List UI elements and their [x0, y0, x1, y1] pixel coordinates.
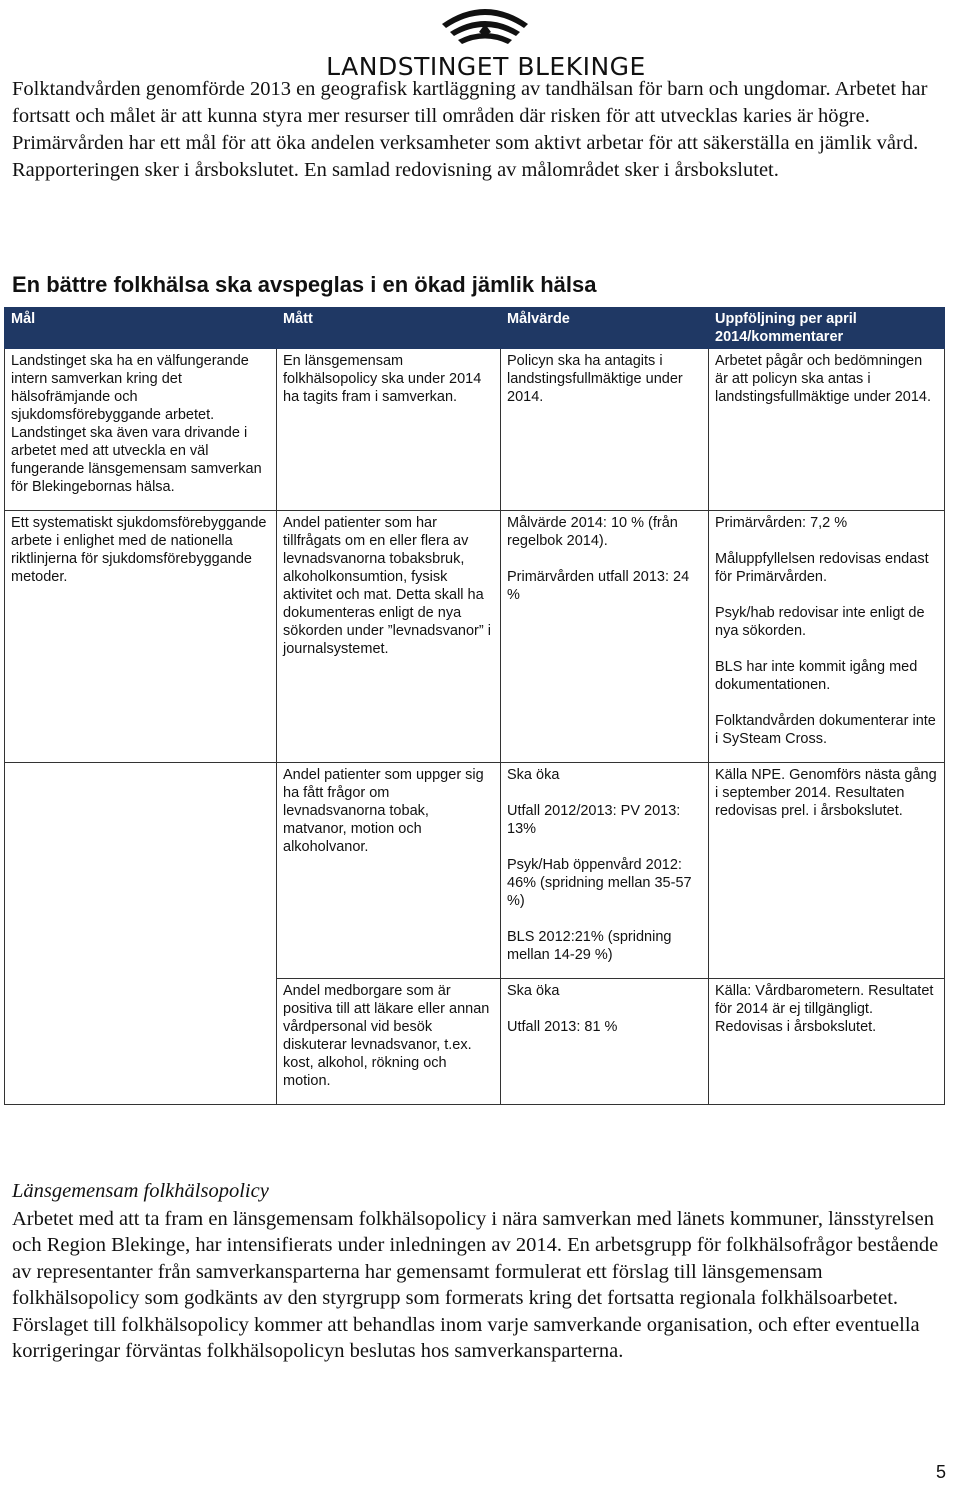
cell-matt: Andel patienter som uppger sig ha fått frågor om levnadsvanorna tobak, matvanor, motion och alkoholvanor.: [277, 763, 501, 979]
column-header-mal: Mål: [5, 308, 277, 349]
table-row: [5, 349, 945, 511]
cell-line: Primärvården: 7,2 %: [715, 515, 848, 531]
cell-line: Utfall 2013: 81 %: [507, 1019, 618, 1035]
crown-logo-icon: [436, 2, 534, 48]
page-number: 5: [935, 1462, 946, 1482]
cell-line: Psyk/Hab öppenvård 2012: 46% (spridning mellan 35-57 %): [507, 857, 692, 909]
cell-uppfoljning: [709, 763, 945, 979]
cell-uppfoljning: [709, 511, 945, 763]
cell-line: Målvärde 2014: 10 % (från regelbok 2014).: [507, 515, 678, 549]
cell-line: Källa: Vårdbarometern. Resultatet för 2014 är ej tillgängligt. Redovisas i årsbokslutet.: [715, 983, 934, 1035]
cell-line: Ska öka: [507, 767, 560, 783]
cell-line: BLS 2012:21% (spridning mellan 14-29 %): [507, 929, 672, 963]
cell-line: BLS har inte kommit igång med dokumentationen.: [715, 659, 918, 693]
cell-mal: Ett systematiskt sjukdomsförebyggande arbete i enlighet med de nationella riktlinjerna för sjukdomsförebyggande metoder.: [5, 511, 277, 763]
intro-section: [12, 76, 948, 184]
column-header-uppfoljning: Uppföljning per april 2014/kommentarer: [709, 308, 945, 349]
table-row: [5, 763, 945, 979]
cell-uppfoljning: [709, 349, 945, 511]
cell-line: Måluppfyllelsen redovisas endast för Primärvården.: [715, 551, 929, 585]
cell-line: Källa NPE. Genomförs nästa gång i september 2014. Resultaten redovisas prel. i årsbokslutet.: [715, 767, 937, 819]
cell-matt: Andel medborgare som är positiva till att läkare eller annan vårdpersonal vid besök diskuterar levnadsvanor, t.ex. kost, alkohol, rökning och motion.: [277, 979, 501, 1105]
table-row: [5, 979, 945, 1105]
cell-mal: [5, 979, 277, 1105]
policy-heading: Länsgemensam folkhälsopolicy: [12, 1180, 269, 1202]
cell-malvarde: [501, 979, 709, 1105]
cell-line: Utfall 2012/2013: PV 2013: 13%: [507, 803, 681, 837]
cell-line: Policyn ska ha antagits i landstingsfullmäktige under 2014.: [507, 353, 683, 405]
cell-malvarde: [501, 511, 709, 763]
cell-line: Folktandvården dokumenterar inte i SySteam Cross.: [715, 713, 936, 747]
cell-line: Primärvården utfall 2013: 24 %: [507, 569, 690, 603]
cell-mal: [5, 763, 277, 979]
cell-uppfoljning: [709, 979, 945, 1105]
intro-paragraph: Folktandvården genomförde 2013 en geografisk kartläggning av tandhälsan för barn och ungdomar. Arbetet har fortsatt och målet är att kunna styra mer resurser till områden där risken för att utvecklas karies är högre. Primärvården har ett mål för att öka andelen verksamheter som aktivt arbetar för att säkerställa en jämlik vård. Rapporteringen sker i årsbokslutet. En samlad redovisning av målområdet sker i årsbokslutet.: [12, 78, 928, 181]
cell-mal: Landstinget ska ha en välfungerande intern samverkan kring det hälsofrämjande och sjukdomsförebyggande arbetet. Landstinget ska även vara drivande i arbetet med att utveckla en väl fungerande länsgemensam samverkan för Blekingebornas hälsa.: [5, 349, 277, 511]
cell-line: Psyk/hab redovisar inte enligt de nya sökorden.: [715, 605, 925, 639]
landstinget-blekinge-logo: [318, 2, 654, 82]
column-header-matt: Mått: [277, 308, 501, 349]
table-row: [5, 511, 945, 763]
goal-table: [4, 307, 945, 1105]
cell-malvarde: [501, 349, 709, 511]
table-header-row: [5, 308, 945, 349]
cell-matt: Andel patienter som har tillfrågats om en eller flera av levnadsvanorna tobaksbruk, alkoholkonsumtion, fysisk aktivitet och mat. Detta skall ha dokumenteras enligt de nya sökorden under ”levnadsvanor” i journalsystemet.: [277, 511, 501, 763]
section-heading: En bättre folkhälsa ska avspeglas i en ökad jämlik hälsa: [12, 272, 597, 297]
policy-paragraph: Arbetet med att ta fram en länsgemensam folkhälsopolicy i nära samverkan med länets kommuner, länsstyrelsen och Region Blekinge, har intensifierats under inledningen av 2014. En arbetsgrupp för folkhälsofrågor bestående av representanter från samverkansparterna har gemensamt formulerat ett förslag till länsgemensam folkhälsopolicy som godkänts av den styrgrupp som formerats kring det fortsatta regionala folkhälsoarbetet. Förslaget till folkhälsopolicy kommer att behandlas inom varje samverkande organisation, och efter eventuella korrigeringar förväntas folkhälsopolicyn beslutas hos samverkansparterna.: [12, 1208, 939, 1363]
cell-line: Arbetet pågår och bedömningen är att policyn ska antas i landstingsfullmäktige under 2014.: [715, 353, 932, 405]
cell-malvarde: [501, 763, 709, 979]
column-header-malvarde: Målvärde: [501, 308, 709, 349]
logo-text: LANDSTINGET BLEKINGE: [326, 52, 646, 81]
cell-line: Ska öka: [507, 983, 560, 999]
cell-matt: En länsgemensam folkhälsopolicy ska under 2014 ha tagits fram i samverkan.: [277, 349, 501, 511]
